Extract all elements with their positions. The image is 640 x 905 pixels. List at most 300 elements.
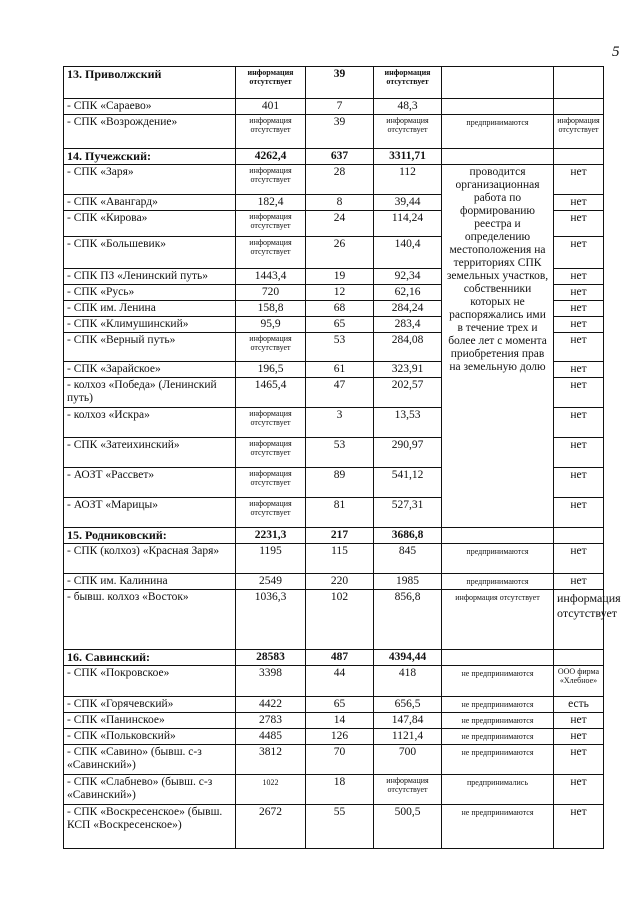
row-count (306, 650, 374, 666)
row-action-text: предпринимаются (466, 547, 529, 556)
row-value-text: информация отсутствует (384, 68, 431, 86)
row-area (236, 408, 306, 438)
row-area-text: информация отсутствует (249, 439, 292, 457)
row-area-text: 4262,4 (254, 150, 287, 162)
row-value-text: 284,24 (391, 302, 424, 314)
row-area (236, 362, 306, 378)
row-name (64, 269, 236, 285)
row-name (64, 301, 236, 317)
row-count-text: 7 (336, 100, 343, 112)
row-area-text: 1465,4 (254, 379, 287, 391)
row-area-text: 1195 (259, 545, 282, 557)
row-note-text: нет (570, 238, 587, 250)
row-value (374, 67, 442, 99)
row-count (306, 115, 374, 149)
section-row (64, 650, 604, 666)
row-area-text: 1022 (262, 778, 279, 787)
row-note (554, 115, 604, 149)
row-action-text: предпринимались (466, 778, 529, 787)
row-name-text: - СПК «Воскресенское» (бывш. КСП «Воскресенское») (67, 806, 223, 831)
table-row (64, 544, 604, 574)
row-name-text: - АОЗТ «Марицы» (67, 499, 159, 511)
row-area (236, 666, 306, 697)
row-value (374, 211, 442, 237)
row-note (554, 269, 604, 285)
row-value-text: 283,4 (394, 318, 421, 330)
row-note (554, 468, 604, 498)
row-area-text: 2783 (259, 714, 282, 726)
table-row (64, 775, 604, 805)
row-area (236, 650, 306, 666)
row-count-text: 47 (333, 379, 346, 391)
row-value (374, 195, 442, 211)
row-name (64, 317, 236, 333)
row-action (442, 115, 554, 149)
row-action-text: не предпринимаются (461, 716, 534, 725)
row-value (374, 378, 442, 408)
row-count (306, 666, 374, 697)
row-area-text: 1036,3 (254, 591, 287, 603)
row-count-text: 53 (333, 334, 346, 346)
row-area (236, 317, 306, 333)
row-area (236, 805, 306, 849)
row-area-text: 1443,4 (254, 270, 287, 282)
row-note-text: нет (570, 714, 587, 726)
row-name-text: - СПК «Большевик» (67, 238, 167, 250)
row-value-text: 656,5 (394, 698, 421, 710)
row-value-text: 13,53 (394, 409, 421, 421)
row-note (554, 211, 604, 237)
row-note (554, 498, 604, 528)
row-action (442, 574, 554, 590)
land-share-table (63, 66, 621, 849)
table-row (64, 165, 604, 195)
row-area (236, 775, 306, 805)
row-area (236, 590, 306, 650)
row-value-text: 1985 (396, 575, 419, 587)
row-value (374, 590, 442, 650)
row-count-text: 68 (333, 302, 346, 314)
row-area-text: информация отсутствует (249, 212, 292, 230)
row-value (374, 362, 442, 378)
row-action (442, 729, 554, 745)
row-note (554, 408, 604, 438)
row-value-text: 147,84 (391, 714, 424, 726)
row-value-text: 62,16 (394, 286, 421, 298)
section-row (64, 528, 604, 544)
row-note-text: нет (570, 286, 587, 298)
row-area (236, 67, 306, 99)
row-value-text: 92,34 (394, 270, 421, 282)
row-count-text: 70 (333, 746, 346, 758)
table-row (64, 745, 604, 775)
row-count (306, 713, 374, 729)
row-area (236, 697, 306, 713)
row-count (306, 285, 374, 301)
row-name-text: - СПК «Верный путь» (67, 334, 176, 346)
row-count (306, 211, 374, 237)
row-count (306, 301, 374, 317)
row-value (374, 468, 442, 498)
row-note-text: есть (568, 698, 589, 710)
row-note (554, 650, 604, 666)
row-area-text: информация отсутствует (249, 238, 292, 256)
row-value (374, 666, 442, 697)
row-name-text: - СПК «Климушинский» (67, 318, 189, 330)
row-name-text: - СПК «Зарайское» (67, 363, 161, 375)
row-value (374, 438, 442, 468)
row-action (442, 805, 554, 849)
row-value (374, 574, 442, 590)
row-note (554, 301, 604, 317)
row-action-text: предпринимаются (466, 118, 529, 127)
row-count-text: 65 (333, 318, 346, 330)
row-count-text: 115 (331, 545, 348, 557)
row-action (442, 544, 554, 574)
row-area-text: информация отсутствует (249, 334, 292, 352)
row-count-text: 24 (333, 212, 346, 224)
row-count-text: 637 (330, 150, 349, 162)
row-action-text: не предпринимаются (461, 808, 534, 817)
row-note (554, 805, 604, 849)
row-area (236, 99, 306, 115)
row-name (64, 149, 236, 165)
table-row (64, 805, 604, 849)
row-name (64, 574, 236, 590)
row-action-text: не предпринимаются (461, 700, 534, 709)
row-count-text: 61 (333, 363, 346, 375)
row-area (236, 528, 306, 544)
row-name-text: - СПК «Русь» (67, 286, 135, 298)
row-note-text: нет (570, 334, 587, 346)
row-value (374, 544, 442, 574)
row-note (554, 149, 604, 165)
row-note (554, 165, 604, 195)
row-count-text: 18 (333, 776, 346, 788)
row-note (554, 99, 604, 115)
row-action-text: не предпринимаются (461, 669, 534, 678)
row-value-text: 845 (398, 545, 417, 557)
row-value (374, 713, 442, 729)
row-count-text: 217 (330, 529, 349, 541)
row-name-text: - СПК им. Ленина (67, 302, 156, 314)
row-area-text: 158,8 (257, 302, 284, 314)
row-area (236, 468, 306, 498)
row-note-text: ООО фирма «Хлебное» (557, 667, 600, 685)
row-name (64, 195, 236, 211)
row-note-text: информация отсутствует (557, 116, 600, 134)
row-value (374, 528, 442, 544)
row-area (236, 745, 306, 775)
row-note-text: нет (570, 212, 587, 224)
row-area (236, 574, 306, 590)
table-row (64, 697, 604, 713)
row-name (64, 237, 236, 269)
row-area (236, 378, 306, 408)
row-count (306, 544, 374, 574)
row-count (306, 269, 374, 285)
row-note (554, 528, 604, 544)
row-count (306, 574, 374, 590)
row-area (236, 301, 306, 317)
table-row (64, 115, 604, 149)
row-name (64, 115, 236, 149)
row-note-text: нет (570, 439, 587, 451)
row-value (374, 269, 442, 285)
row-name (64, 362, 236, 378)
row-area-text: 4485 (259, 730, 282, 742)
row-area (236, 165, 306, 195)
row-count (306, 745, 374, 775)
row-value (374, 285, 442, 301)
row-note (554, 237, 604, 269)
row-count (306, 317, 374, 333)
row-name-text: - СПК «Горячевский» (67, 698, 174, 710)
row-action (442, 745, 554, 775)
row-area-text: информация отсутствует (249, 166, 292, 184)
row-count (306, 729, 374, 745)
row-count-text: 55 (333, 806, 346, 818)
row-count-text: 487 (330, 651, 349, 663)
row-area (236, 269, 306, 285)
row-value (374, 775, 442, 805)
row-area-text: информация отсутствует (249, 469, 292, 487)
row-note (554, 438, 604, 468)
table-row (64, 574, 604, 590)
row-area (236, 544, 306, 574)
section-row (64, 149, 604, 165)
row-name (64, 165, 236, 195)
row-name-text: - СПК «Затеихинский» (67, 439, 180, 451)
row-count-text: 26 (333, 238, 346, 250)
row-note-text: информация отсутствует (557, 591, 621, 620)
table-row (64, 713, 604, 729)
row-note (554, 775, 604, 805)
row-value (374, 149, 442, 165)
row-count-text: 28 (333, 166, 346, 178)
row-note-text: нет (570, 545, 587, 557)
row-value (374, 301, 442, 317)
row-count-text: 44 (333, 667, 346, 679)
row-value-text: 700 (398, 746, 417, 758)
row-name-text: 13. Приволжский (67, 67, 162, 81)
row-count (306, 468, 374, 498)
row-area (236, 438, 306, 468)
row-name (64, 378, 236, 408)
row-value (374, 650, 442, 666)
row-name-text: - СПК (колхоз) «Красная Заря» (67, 545, 220, 557)
row-name-text: - СПК «Слабнево» (бывш. с-з «Савинский») (67, 776, 213, 801)
row-count-text: 126 (330, 730, 349, 742)
row-value-text: 112 (399, 166, 416, 178)
row-value-text: 1121,4 (391, 730, 424, 742)
row-note-text: нет (570, 196, 587, 208)
row-action (442, 713, 554, 729)
page-number: 5 (612, 44, 620, 60)
row-name (64, 666, 236, 697)
row-area (236, 333, 306, 362)
row-note (554, 574, 604, 590)
row-name-text: - СПК «Авангард» (67, 196, 158, 208)
row-count (306, 149, 374, 165)
row-area-text: информация отсутствует (247, 68, 294, 86)
row-count (306, 99, 374, 115)
row-name (64, 590, 236, 650)
row-name (64, 333, 236, 362)
row-area (236, 211, 306, 237)
row-name-text: - СПК «Панинское» (67, 714, 165, 726)
row-area-text: 2672 (259, 806, 282, 818)
row-count (306, 408, 374, 438)
row-action (442, 99, 554, 115)
row-value (374, 498, 442, 528)
row-action (442, 775, 554, 805)
row-note-text: нет (570, 318, 587, 330)
row-area-text: 720 (261, 286, 280, 298)
row-action-text: не предпринимаются (461, 732, 534, 741)
row-value (374, 729, 442, 745)
row-name (64, 285, 236, 301)
row-name (64, 697, 236, 713)
row-note (554, 729, 604, 745)
row-area (236, 115, 306, 149)
row-note (554, 317, 604, 333)
row-name-text: - СПК «Польковский» (67, 730, 176, 742)
table-body (64, 67, 621, 849)
row-name (64, 745, 236, 775)
row-name-text: - колхоз «Искра» (67, 409, 150, 421)
row-action (442, 67, 554, 99)
row-value-text: 500,5 (394, 806, 421, 818)
row-name (64, 650, 236, 666)
row-action-text: информация отсутствует (455, 593, 540, 602)
row-count-text: 220 (330, 575, 349, 587)
row-count (306, 697, 374, 713)
row-value (374, 333, 442, 362)
row-value-text: информация отсутствует (386, 116, 429, 134)
row-value (374, 99, 442, 115)
row-note (554, 697, 604, 713)
row-value-text: 48,3 (397, 100, 418, 112)
row-value-text: 527,31 (391, 499, 424, 511)
row-area (236, 149, 306, 165)
row-action (442, 149, 554, 165)
row-area-text: 2549 (259, 575, 282, 587)
row-note-text: нет (570, 575, 587, 587)
row-note-text: нет (570, 379, 587, 391)
row-area-text: 3812 (259, 746, 282, 758)
row-value-text: 418 (398, 667, 417, 679)
row-name-text: - АОЗТ «Рассвет» (67, 469, 155, 481)
row-note (554, 544, 604, 574)
row-count-text: 102 (330, 591, 349, 603)
row-action (442, 650, 554, 666)
row-count-text: 14 (333, 714, 346, 726)
row-count-text: 12 (333, 286, 346, 298)
row-name (64, 468, 236, 498)
row-note (554, 590, 621, 650)
row-action-text: предпринимаются (466, 577, 529, 586)
row-value (374, 165, 442, 195)
row-count-text: 39 (333, 68, 346, 80)
row-value-text: 202,57 (391, 379, 424, 391)
row-note-text: нет (570, 776, 587, 788)
row-count (306, 528, 374, 544)
row-count-text: 3 (336, 409, 343, 421)
row-value (374, 697, 442, 713)
row-value-text: 541,12 (391, 469, 424, 481)
row-name-text: - СПК «Заря» (67, 166, 134, 178)
row-name-text: - СПК «Сараево» (67, 100, 152, 112)
row-count (306, 165, 374, 195)
row-name-text: - СПК «Кирова» (67, 212, 148, 224)
row-value (374, 237, 442, 269)
row-count (306, 67, 374, 99)
row-area-text: 3398 (259, 667, 282, 679)
row-note-text: нет (570, 806, 587, 818)
row-area-text: информация отсутствует (249, 409, 292, 427)
row-area (236, 729, 306, 745)
row-note-text: нет (570, 302, 587, 314)
table-row (64, 729, 604, 745)
row-value (374, 317, 442, 333)
row-value-text: 290,97 (391, 439, 424, 451)
row-area-text: 4422 (259, 698, 282, 710)
row-note-text: нет (570, 363, 587, 375)
row-value-text: 3311,71 (389, 150, 426, 162)
row-count (306, 590, 374, 650)
row-name (64, 713, 236, 729)
row-note (554, 362, 604, 378)
row-count (306, 775, 374, 805)
row-note (554, 333, 604, 362)
row-value-text: 323,91 (391, 363, 424, 375)
row-name (64, 805, 236, 849)
row-value-text: 114,24 (391, 212, 424, 224)
row-name-text: - колхоз «Победа» (Ленинский путь) (67, 379, 217, 404)
row-count (306, 362, 374, 378)
row-area-text: 196,5 (257, 363, 284, 375)
row-name-text: 14. Пучежский: (67, 149, 151, 163)
row-note (554, 666, 604, 697)
row-area (236, 237, 306, 269)
row-name (64, 211, 236, 237)
row-value-text: 140,4 (394, 238, 421, 250)
row-value (374, 745, 442, 775)
row-count-text: 39 (333, 116, 346, 128)
row-area (236, 195, 306, 211)
row-name (64, 99, 236, 115)
row-value-text: 284,08 (391, 334, 424, 346)
row-note (554, 285, 604, 301)
row-area (236, 498, 306, 528)
row-value-text: 856,8 (394, 591, 421, 603)
row-note-text: нет (570, 270, 587, 282)
row-name (64, 775, 236, 805)
row-name-text: - СПК ПЗ «Ленинский путь» (67, 270, 209, 282)
row-name-text: 15. Родниковский: (67, 528, 167, 542)
row-value-text: информация отсутствует (386, 776, 429, 794)
row-name-text: - СПК «Покровское» (67, 667, 170, 679)
row-count (306, 498, 374, 528)
row-count (306, 805, 374, 849)
row-area-text: 95,9 (260, 318, 281, 330)
row-name (64, 729, 236, 745)
row-count (306, 378, 374, 408)
row-action (442, 528, 554, 544)
row-area-text: 28583 (256, 651, 285, 663)
row-name-text: 16. Савинский: (67, 650, 151, 664)
